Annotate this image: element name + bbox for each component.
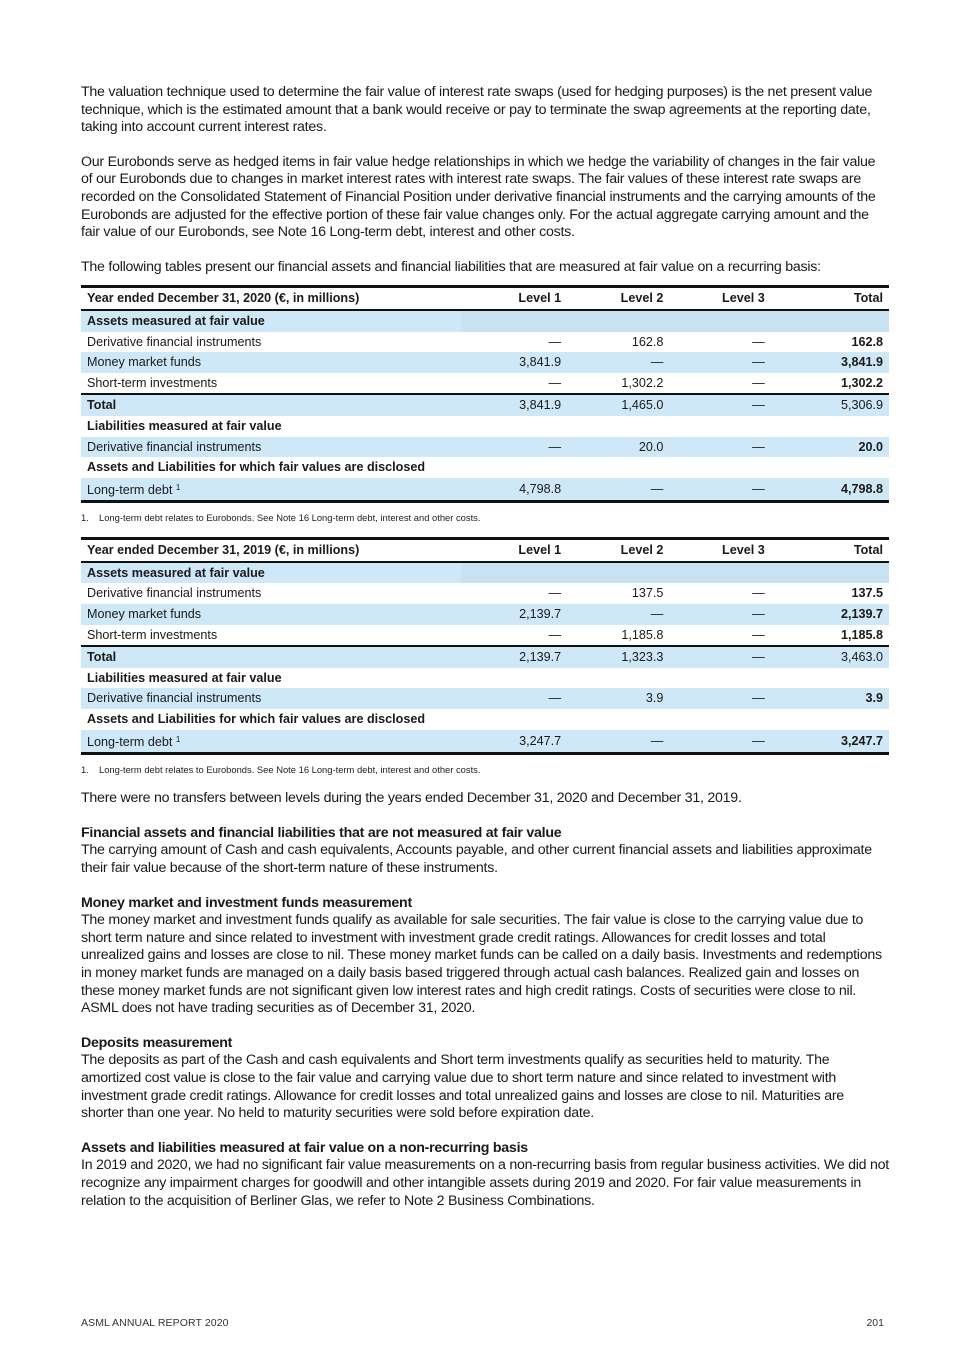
cell-level3: —: [669, 604, 770, 625]
cell-total: 3,841.9: [771, 352, 889, 373]
section-heading-not-fair-value: Financial assets and financial liabilities that are not measured at fair value: [81, 824, 562, 841]
section-text-money-market: The money market and investment funds qualify as available for sale securities. The fair value is close to the carrying value due to short term nature and since related to investment with investment grade credit ratings. Allowances for credit losses and total unrealized gains and losses are close to nil. These money market funds can be called on a daily basis. Investments and redemptions in money market funds are managed on a daily basis based triggered through actual cash balances. Realized gain and losses on these money market funds are not significant given low interest rates and high credit ratings. Costs of securities were close to nil. ASML does not have trading securities as of December 31, 2020.: [81, 912, 882, 1017]
cell-level2: 1,185.8: [621, 627, 664, 642]
row-label: Long-term debt $^1$: [81, 478, 461, 502]
footnote-marker: 1: [175, 734, 181, 744]
column-header-level2: Level 2: [567, 287, 669, 310]
column-header-label: Year ended December 31, 2020 (€, in millions): [81, 287, 461, 310]
row-label: Long-term debt $^1$: [81, 730, 461, 754]
cell-level3: —: [752, 627, 765, 642]
column-header-total: Total: [771, 539, 889, 562]
cell-level2: 1,302.2: [621, 375, 664, 390]
cell-level1: 2,139.7: [461, 604, 567, 625]
row-label: Assets and Liabilities for which fair values are disclosed: [87, 460, 426, 475]
cell-level1: 3,841.9: [461, 352, 567, 373]
section-row-disclosed: [81, 709, 889, 730]
cell-level1: 2,139.7: [461, 646, 567, 668]
row-label: Derivative financial instruments: [87, 586, 262, 601]
table-footnote-2019: 1. Long-term debt relates to Eurobonds. See Note 16 Long-term debt, interest and other costs.: [81, 764, 481, 776]
total-row: [81, 394, 889, 416]
table-row: [81, 730, 889, 754]
fair-value-table-2020: [81, 285, 889, 503]
cell-level3: —: [669, 730, 770, 754]
cell-level3: —: [669, 437, 770, 458]
row-label: Assets measured at fair value: [81, 562, 461, 584]
cell-total: 4,798.8: [771, 478, 889, 502]
section-row-assets: [81, 562, 889, 584]
table-header-row: [81, 539, 889, 562]
footnote-marker: 1: [175, 482, 181, 492]
cell-level1: —: [548, 586, 562, 601]
cell-total: 1,302.2: [840, 375, 883, 390]
cell-level3: —: [669, 352, 770, 373]
column-header-level1: Level 1: [461, 539, 567, 562]
table-row: [81, 437, 889, 458]
cell-level2: —: [567, 352, 669, 373]
page-content: [81, 84, 889, 1210]
table-row: [81, 478, 889, 502]
table-row: [81, 373, 889, 395]
cell-total: 3,463.0: [771, 646, 889, 668]
cell-level1: —: [548, 627, 562, 642]
cell-total: 162.8: [851, 334, 883, 349]
section-row-liabilities: [81, 416, 889, 437]
row-label: Short-term investments: [87, 375, 218, 390]
row-label: Money market funds: [81, 604, 461, 625]
cell-level1: 4,798.8: [461, 478, 567, 502]
column-header-label: Year ended December 31, 2019 (€, in millions): [81, 539, 461, 562]
row-label: Money market funds: [81, 352, 461, 373]
column-header-level2: Level 2: [567, 539, 669, 562]
cell-level2: 162.8: [631, 334, 664, 349]
table-row: [81, 625, 889, 647]
table-row: [81, 688, 889, 709]
section-text-deposits: The deposits as part of the Cash and cash equivalents and Short term investments qualify as securities held to maturity. The amortized cost value is close to the fair value and carrying value due to short term nature and since related to investment with investment grade credit ratings. Allowance for credit losses and total unrealized gains and losses are close to nil. Maturities are shorter than one year. No held to maturity securities were sold before expiration date.: [81, 1052, 844, 1122]
row-label: Derivative financial instruments: [81, 437, 461, 458]
row-label: Short-term investments: [87, 627, 218, 642]
cell-total: 5,306.9: [771, 394, 889, 416]
cell-level3: —: [669, 688, 770, 709]
table-header-row: [81, 287, 889, 310]
table-row: [81, 352, 889, 373]
section-text-non-recurring: In 2019 and 2020, we had no significant fair value measurements on a non-recurring basis from regular business activities. We did not recognize any impairment charges for goodwill and other intangible assets during 2019 and 2020. For fair value measurements in relation to the acquisition of Berliner Glas, we refer to Note 2 Business Combinations.: [81, 1157, 889, 1209]
column-header-level1: Level 1: [461, 287, 567, 310]
cell-total: 3.9: [771, 688, 889, 709]
cell-level3: —: [669, 394, 770, 416]
table-row: [81, 332, 889, 353]
fair-value-table-2019: [81, 537, 889, 755]
table-row: [81, 583, 889, 604]
column-header-level3: Level 3: [669, 287, 770, 310]
cell-level2: 20.0: [567, 437, 669, 458]
cell-level2: —: [567, 478, 669, 502]
section-text-not-fair-value: The carrying amount of Cash and cash equivalents, Accounts payable, and other current financial assets and liabilities approximate their fair value because of the short-term nature of these instruments.: [81, 842, 872, 876]
cell-level2: 1,465.0: [567, 394, 669, 416]
column-header-total: Total: [771, 287, 889, 310]
cell-level2: 1,323.3: [567, 646, 669, 668]
section-row-disclosed: [81, 457, 889, 478]
cell-level3: —: [752, 586, 765, 601]
cell-level2: —: [567, 604, 669, 625]
cell-level2: 137.5: [631, 586, 664, 601]
cell-level1: —: [548, 375, 562, 390]
footer-page-number: 201: [866, 1317, 884, 1329]
cell-total: 137.5: [851, 586, 883, 601]
cell-level1: 3,841.9: [461, 394, 567, 416]
intro-paragraph-3: The following tables present our financial assets and financial liabilities that are measured at fair value on a recurring basis:: [81, 258, 821, 275]
intro-paragraph-2: Our Eurobonds serve as hedged items in fair value hedge relationships in which we hedge the variability of changes in the fair value of our Eurobonds due to changes in market interest rates with interest rate swaps. The fair values of these interest rate swaps are recorded on the Consolidated Statement of Financial Position under derivative financial instruments and the carrying amounts of the Eurobonds are adjusted for the effective portion of these fair value changes only. For the actual aggregate carrying amount and the fair value of our Eurobonds, see Note 16 Long-term debt, interest and other costs.: [81, 153, 876, 241]
column-header-level3: Level 3: [669, 539, 770, 562]
cell-level3: —: [669, 646, 770, 668]
section-row-liabilities: [81, 668, 889, 689]
cell-level2: —: [567, 730, 669, 754]
cell-total: 1,185.8: [840, 627, 883, 642]
cell-total: 2,139.7: [771, 604, 889, 625]
cell-level3: —: [669, 478, 770, 502]
cell-level1: 3,247.7: [461, 730, 567, 754]
row-label: Total: [81, 646, 461, 668]
table-row: [81, 604, 889, 625]
cell-level1: —: [548, 334, 562, 349]
footer-report-title: ASML ANNUAL REPORT 2020: [81, 1317, 229, 1329]
section-heading-deposits: Deposits measurement: [81, 1034, 233, 1051]
row-label: Derivative financial instruments: [87, 334, 262, 349]
row-label: Derivative financial instruments: [81, 688, 461, 709]
cell-level3: —: [752, 334, 765, 349]
section-row-assets: [81, 310, 889, 332]
cell-total: 20.0: [771, 437, 889, 458]
cell-level2: 3.9: [567, 688, 669, 709]
transfers-paragraph: There were no transfers between levels during the years ended December 31, 2020 and December 31, 2019.: [81, 790, 742, 807]
cell-total: 3,247.7: [771, 730, 889, 754]
intro-paragraph-1: The valuation technique used to determine the fair value of interest rate swaps (used for hedging purposes) is the net present value technique, which is the estimated amount that a bank would receive or pay to terminate the swap agreements at the reporting date, taking into account current interest rates.: [81, 84, 873, 136]
row-label: Assets and Liabilities for which fair values are disclosed: [87, 712, 426, 727]
total-row: [81, 646, 889, 668]
row-label: Liabilities measured at fair value: [87, 418, 282, 433]
section-heading-money-market: Money market and investment funds measurement: [81, 894, 412, 911]
cell-level1: —: [461, 688, 567, 709]
cell-level3: —: [752, 375, 765, 390]
row-label: Total: [81, 394, 461, 416]
row-label: Liabilities measured at fair value: [87, 670, 282, 685]
row-label: Assets measured at fair value: [81, 310, 461, 332]
cell-level1: —: [461, 437, 567, 458]
section-heading-non-recurring: Assets and liabilities measured at fair value on a non-recurring basis: [81, 1139, 528, 1156]
table-footnote-2020: 1. Long-term debt relates to Eurobonds. See Note 16 Long-term debt, interest and other costs.: [81, 512, 481, 524]
